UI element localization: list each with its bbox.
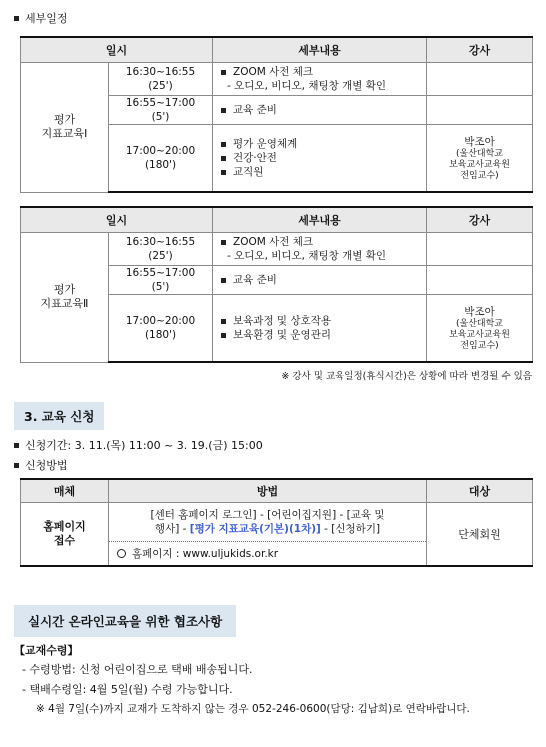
instructor-empty-cell [427,266,533,295]
medium-cell [21,503,109,567]
method-bullet [14,457,68,473]
content-cell [213,63,427,96]
section-4-title: 실시간 온라인교육을 위한 협조사항 [28,614,223,629]
instructor-affiliation-1: (울산대학교 [456,318,503,329]
time-range: 17:00~20:00 [125,315,196,327]
content-item [221,137,426,151]
delivery-note: ※ 4월 7일(수)까지 교재가 도착하지 않는 경우 052-246-0600(담당: 김남희)로 연락바랍니다. [36,703,470,715]
time-cell [109,295,213,363]
course-group-cell [21,63,109,193]
square-bullet-icon [221,70,226,75]
period-bullet [14,437,263,453]
square-bullet-icon [14,16,19,21]
duration: (180') [144,159,177,171]
time-range: 16:30~16:55 [125,66,196,78]
time-range: 16:55~17:00 [125,97,196,109]
method-line-2 [109,522,426,536]
header-content: 세부내용 [213,37,427,63]
content-cell [213,266,427,295]
instructor-cell [427,295,533,363]
duration: (5') [151,281,170,293]
content-item [221,328,426,342]
content-item [221,165,426,179]
instructor-cell [427,125,533,193]
schedule-table-2 [20,206,533,363]
schedule-table-1 [20,36,533,193]
time-range: 16:55~17:00 [125,267,196,279]
section-3-heading [14,402,104,430]
content-item [221,151,426,165]
content-item-text: 평가 운영체계 [233,138,298,150]
content-item-text: 보육환경 및 운영관리 [233,329,331,341]
time-cell [109,63,213,96]
instructor-affiliation-1: (울산대학교 [456,148,503,159]
method-line-1: [센터 홈페이지 로그인] - [어린이집지원] - [교육 및 [150,509,385,521]
target-cell: 단체회원 [427,503,533,567]
header-medium: 매체 [21,479,109,503]
content-subitem: - 오디오, 비디오, 채팅창 개별 확인 [227,250,387,262]
content-subitem: - 오디오, 비디오, 채팅창 개별 확인 [227,80,387,92]
content-item-text: 교직원 [233,166,264,178]
content-item [221,314,426,328]
square-bullet-icon [221,278,226,283]
method-line-2a: 행사] - [154,523,190,535]
section-4-heading [14,605,236,637]
content-item-text: ZOOM 사전 체크 [233,236,314,248]
content-cell [213,96,427,125]
delivery-method: - 수령방법: 신청 어린이집으로 택배 배송됩니다. [22,663,253,676]
header-instructor: 강사 [427,207,533,233]
course-group-line-1: 평가 [53,283,76,297]
duration: (180') [144,329,177,341]
method-line-2c: - [신청하기] [320,523,381,535]
instructor-affiliation-2: 보육교사교육원 [449,329,510,340]
content-item [221,273,426,287]
content-item [221,65,426,79]
square-bullet-icon [221,142,226,147]
time-cell [109,96,213,125]
schedule-bullet [14,10,68,26]
homepage-url: 홈페이지 : www.uljukids.or.kr [132,548,279,560]
square-bullet-icon [14,443,19,448]
square-bullet-icon [221,108,226,113]
content-cell [213,295,427,363]
application-period: 신청기간: 3. 11.(목) 11:00 ~ 3. 19.(금) 15:00 [25,439,263,452]
header-datetime: 일시 [21,37,213,63]
application-table [20,478,533,567]
schedule-note: ※ 강사 및 교육일정(휴식시간)은 상황에 따라 변경될 수 있음 [281,371,532,382]
section-3-title: 3. 교육 신청 [24,409,95,424]
delivery-date: - 택배수령일: 4월 5일(월) 수령 가능합니다. [22,683,233,696]
content-item-text: 건강·안전 [233,152,277,164]
duration: (25') [148,80,173,92]
method-cell [109,503,427,567]
time-range: 17:00~20:00 [125,145,196,157]
header-instructor: 강사 [427,37,533,63]
course-group-line-2: 지표교육Ⅱ [40,297,89,311]
header-content: 세부내용 [213,207,427,233]
instructor-name: 박조아 [464,305,495,318]
content-item-text: 교육 준비 [233,104,277,116]
instructor-affiliation-2: 보육교사교육원 [449,159,510,170]
method-highlight: [평가 지표교육(기본)(1차)] [189,523,321,535]
header-datetime: 일시 [21,207,213,233]
content-item-text: 보육과정 및 상호작용 [233,315,331,327]
instructor-empty-cell [427,233,533,266]
circle-bullet-icon [117,549,126,558]
application-method-label: 신청방법 [25,459,68,472]
instructor-affiliation-3: 전임교수) [460,170,499,181]
square-bullet-icon [221,333,226,338]
course-group-line-2: 지표교육Ⅰ [41,127,88,141]
content-cell [213,233,427,266]
header-target: 대상 [427,479,533,503]
textbook-subheading: 【교재수령】 [14,644,79,657]
instructor-empty-cell [427,96,533,125]
time-range: 16:30~16:55 [125,236,196,248]
time-cell [109,266,213,295]
course-group-line-1: 평가 [53,113,76,127]
schedule-label: 세부일정 [25,12,68,25]
content-item-text: ZOOM 사전 체크 [233,66,314,78]
course-group-cell [21,233,109,363]
time-cell [109,125,213,193]
content-cell [213,125,427,193]
content-item-text: 교육 준비 [233,274,277,286]
medium-line-1: 홈페이지 [43,520,86,533]
square-bullet-icon [221,170,226,175]
square-bullet-icon [221,240,226,245]
medium-line-2: 접수 [53,534,76,547]
square-bullet-icon [221,156,226,161]
header-method: 방법 [109,479,427,503]
instructor-name: 박조아 [464,135,495,148]
instructor-empty-cell [427,63,533,96]
time-cell [109,233,213,266]
duration: (5') [151,111,170,123]
instructor-affiliation-3: 전임교수) [460,340,499,351]
content-item [221,103,426,117]
square-bullet-icon [14,463,19,468]
duration: (25') [148,250,173,262]
square-bullet-icon [221,319,226,324]
content-item [221,235,426,249]
